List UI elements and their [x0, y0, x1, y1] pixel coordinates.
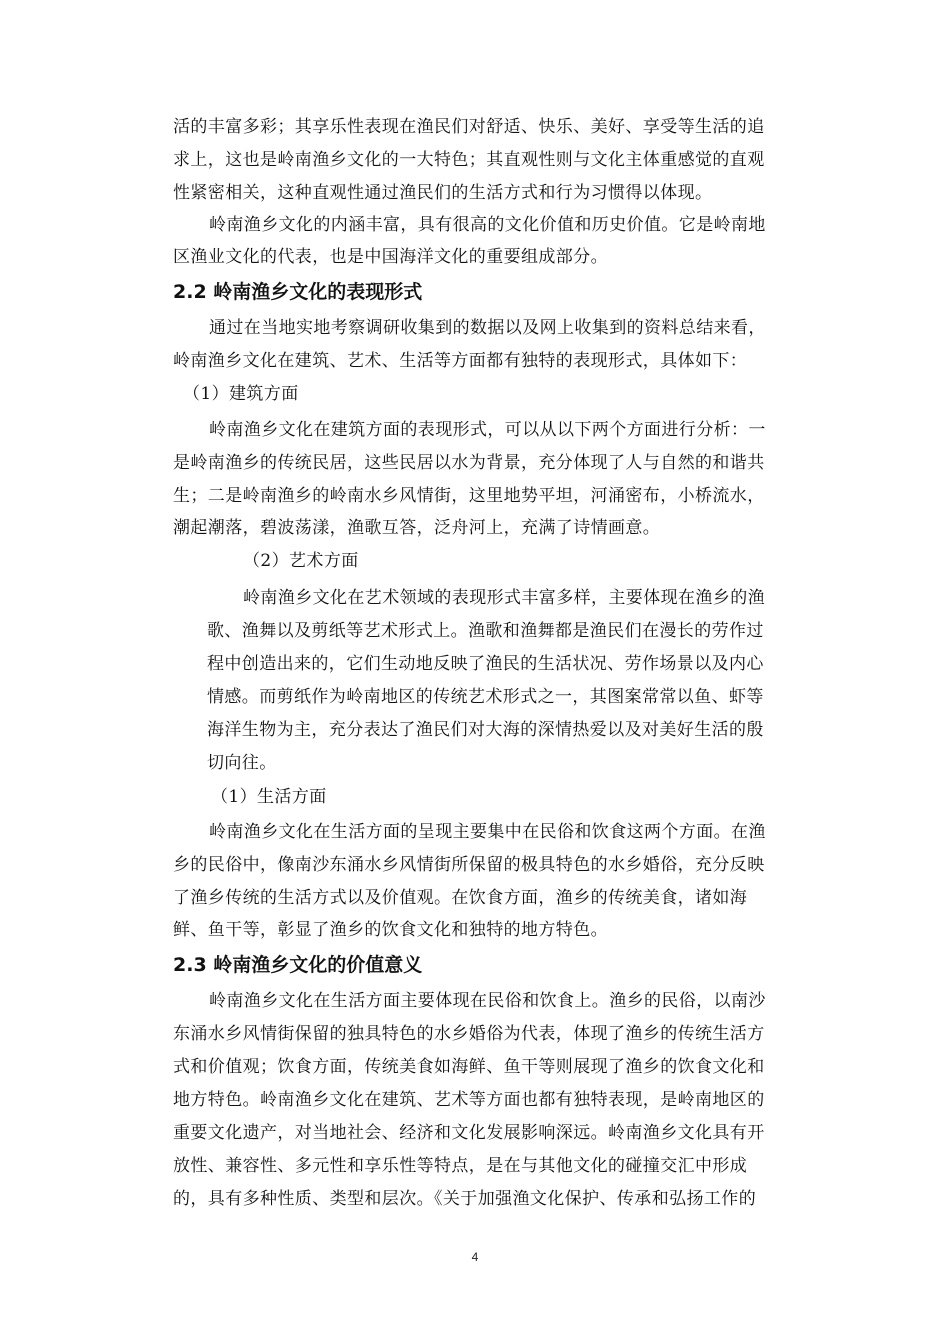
text-line: 通过在当地实地考察调研收集到的数据以及网上收集到的资料总结来看，	[209, 318, 766, 338]
text-line: 区渔业文化的代表，也是中国海洋文化的重要组成部分。	[173, 247, 608, 267]
text-line: 鲜、鱼干等，彰显了渔乡的饮食文化和独特的地方特色。	[173, 920, 608, 940]
text-line: 岭南渔乡文化在生活方面的呈现主要集中在民俗和饮食这两个方面。在渔	[209, 822, 766, 842]
text-line: 了渔乡传统的生活方式以及价值观。在饮食方面，渔乡的传统美食，诸如海	[173, 888, 748, 908]
text-line: 乡的民俗中，像南沙东涌水乡风情街所保留的极具特色的水乡婚俗，充分反映	[173, 855, 765, 875]
text-line: 性紧密相关，这种直观性通过渔民们的生活方式和行为习惯得以体现。	[173, 183, 713, 203]
page-number: 4	[471, 1250, 479, 1264]
text-line: 岭南渔乡文化在生活方面主要体现在民俗和饮食上。渔乡的民俗，以南沙	[209, 991, 766, 1011]
text-line: 潮起潮落，碧波荡漾，渔歌互答，泛舟河上，充满了诗情画意。	[173, 518, 661, 538]
text-line: 程中创造出来的，它们生动地反映了渔民的生活状况、劳作场景以及内心	[207, 654, 764, 674]
text-line: 海洋生物为主，充分表达了渔民们对大海的深情热爱以及对美好生活的殷	[207, 720, 764, 740]
text-line: 放性、兼容性、多元性和享乐性等特点，是在与其他文化的碰撞交汇中形成	[173, 1156, 748, 1176]
subheading-art: （2）艺术方面	[243, 551, 359, 571]
text-line: 是岭南渔乡的传统民居，这些民居以水为背景，充分体现了人与自然的和谐共	[173, 453, 765, 473]
text-line: 式和价值观；饮食方面，传统美食如海鲜、鱼干等则展现了渔乡的饮食文化和	[173, 1057, 765, 1077]
section-heading-2-3: 2.3 岭南渔乡文化的价值意义	[173, 954, 423, 976]
text-line: 东涌水乡风情街保留的独具特色的水乡婚俗为代表，体现了渔乡的传统生活方	[173, 1024, 765, 1044]
subheading-life: （1）生活方面	[211, 787, 327, 807]
subheading-architecture: （1）建筑方面	[183, 384, 299, 404]
text-line: 地方特色。岭南渔乡文化在建筑、艺术等方面也都有独特表现，是岭南地区的	[173, 1090, 765, 1110]
text-line: 歌、渔舞以及剪纸等艺术形式上。渔歌和渔舞都是渔民们在漫长的劳作过	[207, 621, 764, 641]
text-line: 的，具有多种性质、类型和层次。《关于加强渔文化保护、传承和弘扬工作的	[173, 1189, 757, 1209]
text-line: 切向往。	[207, 753, 277, 773]
text-line: 活的丰富多彩；其享乐性表现在渔民们对舒适、快乐、美好、享受等生活的追	[173, 117, 765, 137]
text-line: 重要文化遗产，对当地社会、经济和文化发展影响深远。岭南渔乡文化具有开	[173, 1123, 765, 1143]
text-line: 岭南渔乡文化的内涵丰富，具有很高的文化价值和历史价值。它是岭南地	[209, 215, 766, 235]
text-line: 岭南渔乡文化在艺术领域的表现形式丰富多样，主要体现在渔乡的渔	[243, 588, 765, 608]
text-line: 岭南渔乡文化在建筑方面的表现形式，可以从以下两个方面进行分析：一	[209, 420, 766, 440]
text-line: 岭南渔乡文化在建筑、艺术、生活等方面都有独特的表现形式，具体如下：	[173, 351, 748, 371]
section-heading-2-2: 2.2 岭南渔乡文化的表现形式	[173, 281, 423, 303]
text-line: 生；二是岭南渔乡的岭南水乡风情街，这里地势平坦，河涌密布，小桥流水，	[173, 486, 765, 506]
text-line: 求上，这也是岭南渔乡文化的一大特色；其直观性则与文化主体重感觉的直观	[173, 150, 765, 170]
text-line: 情感。而剪纸作为岭南地区的传统艺术形式之一，其图案常常以鱼、虾等	[207, 687, 764, 707]
